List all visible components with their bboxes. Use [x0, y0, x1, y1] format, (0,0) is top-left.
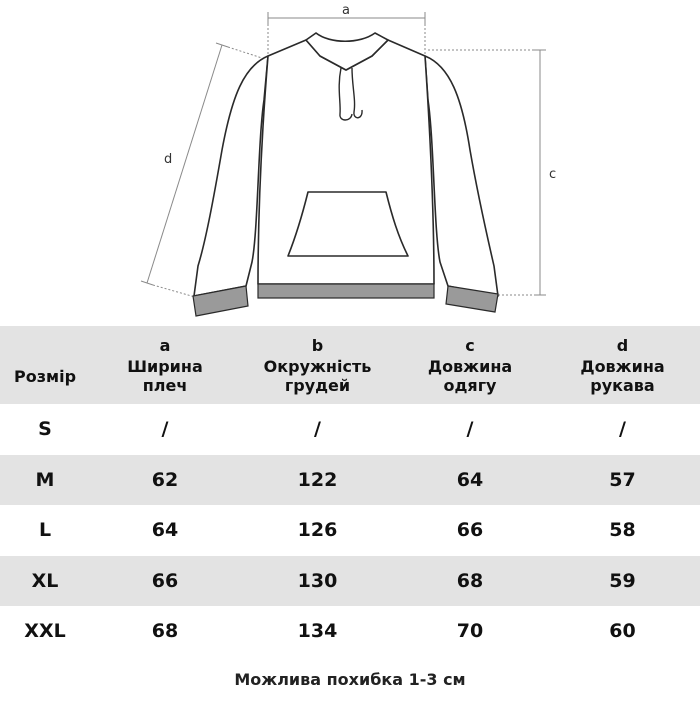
dimension-label-a: a: [342, 3, 350, 18]
value-cell: 64: [456, 468, 484, 491]
value-cell: 122: [297, 468, 338, 491]
value-cell: 58: [609, 519, 636, 542]
size-cell: M: [35, 468, 55, 491]
table-row-s: [0, 404, 700, 455]
table-row-xl: [0, 556, 700, 607]
left-sleeve: [194, 56, 268, 296]
size-cell: XXL: [24, 620, 66, 643]
hoodie-size-diagram: [0, 0, 700, 325]
value-cell: /: [314, 418, 321, 441]
header-shoulder-width: a Ширина плеч: [127, 335, 203, 395]
value-cell: 130: [297, 569, 338, 592]
table-row-l: [0, 505, 700, 556]
size-cell: S: [38, 418, 52, 441]
header-chest-circumference: b Окружність грудей: [263, 335, 372, 395]
dimension-label-d: d: [164, 152, 173, 167]
value-cell: /: [466, 418, 474, 441]
value-cell: 68: [151, 620, 179, 643]
header-size: Розмір: [13, 366, 77, 386]
value-cell: 70: [456, 620, 484, 643]
table-row-m: [0, 455, 700, 506]
ribbed-cuffs: [193, 284, 498, 316]
size-cell: XL: [31, 569, 59, 592]
value-cell: 59: [609, 569, 636, 592]
table-header-row: [0, 326, 700, 404]
value-cell: 66: [456, 519, 484, 542]
value-cell: 134: [297, 620, 338, 643]
value-cell: 66: [151, 569, 179, 592]
value-cell: 126: [297, 519, 338, 542]
header-garment-length: c Довжина одягу: [427, 335, 513, 395]
value-cell: /: [161, 418, 169, 441]
dimension-label-c: c: [549, 167, 557, 182]
value-cell: 64: [151, 519, 179, 542]
hoodie-outline: [194, 33, 498, 296]
waistband: [258, 284, 434, 298]
value-cell: 62: [151, 468, 179, 491]
value-cell: 60: [609, 620, 636, 643]
right-sleeve: [425, 56, 498, 296]
header-sleeve-length: d Довжина рукава: [580, 335, 665, 395]
value-cell: 68: [456, 569, 484, 592]
value-cell: /: [619, 418, 626, 441]
tolerance-note: Можлива похибка 1-3 см: [234, 670, 466, 689]
value-cell: 57: [609, 468, 636, 491]
table-row-xxl: [0, 606, 700, 657]
size-cell: L: [38, 519, 52, 542]
size-table: [0, 326, 700, 657]
